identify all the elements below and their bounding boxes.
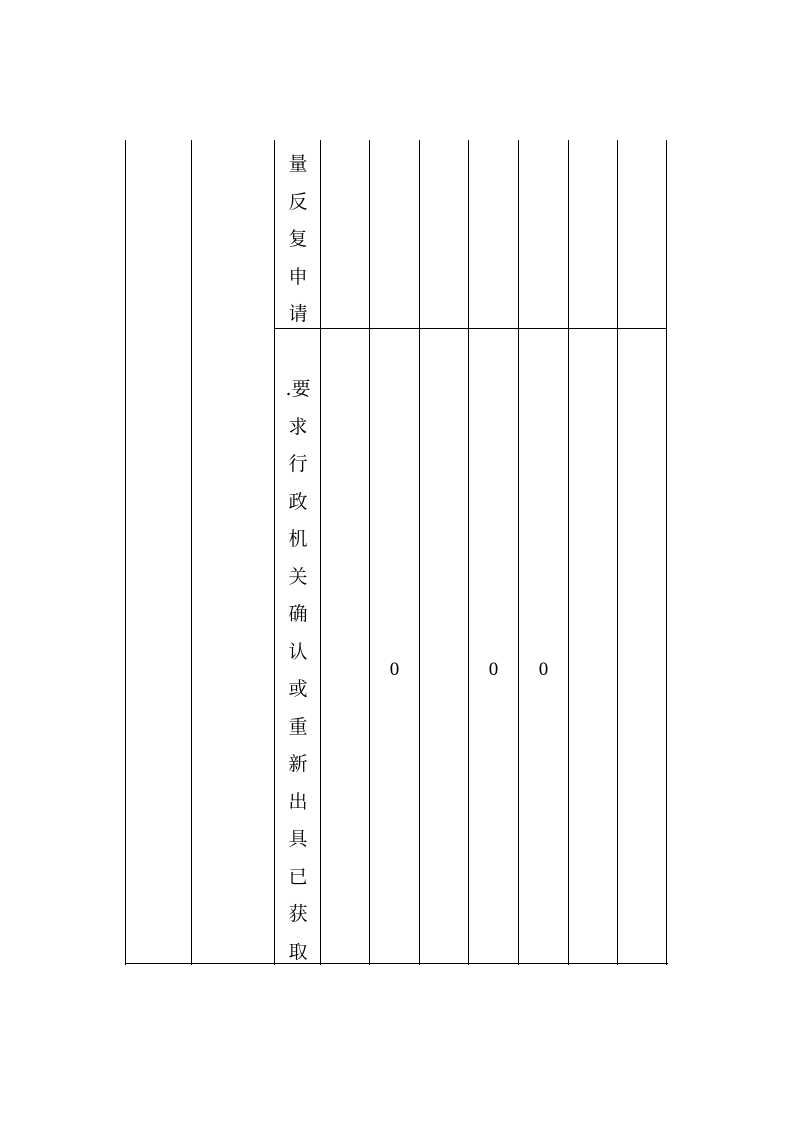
vertical-char: 行: [288, 453, 308, 475]
vertical-char: 复: [288, 228, 308, 250]
vertical-char: 关: [288, 565, 308, 588]
column-divider: [518, 140, 519, 965]
vertical-char: 政: [288, 490, 308, 513]
vertical-char: 求: [288, 415, 308, 438]
column-divider: [468, 140, 469, 965]
column-divider: [617, 140, 618, 965]
vertical-text-lower: [275, 371, 321, 971]
vertical-char: 已: [288, 865, 308, 888]
column-divider: [191, 140, 192, 965]
vertical-char: 机: [288, 528, 308, 550]
vertical-char: 出: [288, 790, 308, 813]
table-cell-value: 0: [538, 659, 549, 680]
vertical-char: 重: [288, 715, 308, 738]
vertical-char: 具: [288, 828, 308, 850]
column-divider: [369, 140, 370, 965]
column-divider: [419, 140, 420, 965]
vertical-char: .要: [285, 378, 311, 400]
vertical-char: 获: [288, 903, 308, 925]
table-cell-value: 0: [389, 659, 400, 680]
vertical-char: 或: [288, 678, 308, 700]
vertical-text-upper: [275, 146, 321, 334]
table-cell-value: 0: [488, 659, 499, 680]
data-table: [125, 140, 668, 965]
vertical-char: 认: [288, 640, 308, 663]
column-divider: [568, 140, 569, 965]
vertical-char: 新: [288, 753, 308, 775]
vertical-char: 申: [288, 265, 308, 288]
vertical-char: 量: [288, 153, 308, 175]
table-border-left: [125, 140, 126, 965]
vertical-char: 确: [288, 603, 308, 625]
vertical-char: 反: [288, 190, 308, 213]
table-border-bottom: [125, 963, 668, 964]
row-divider: [274, 328, 667, 329]
table-border-right: [666, 140, 667, 965]
vertical-char: 请: [288, 303, 308, 325]
vertical-char: 取: [288, 940, 308, 963]
